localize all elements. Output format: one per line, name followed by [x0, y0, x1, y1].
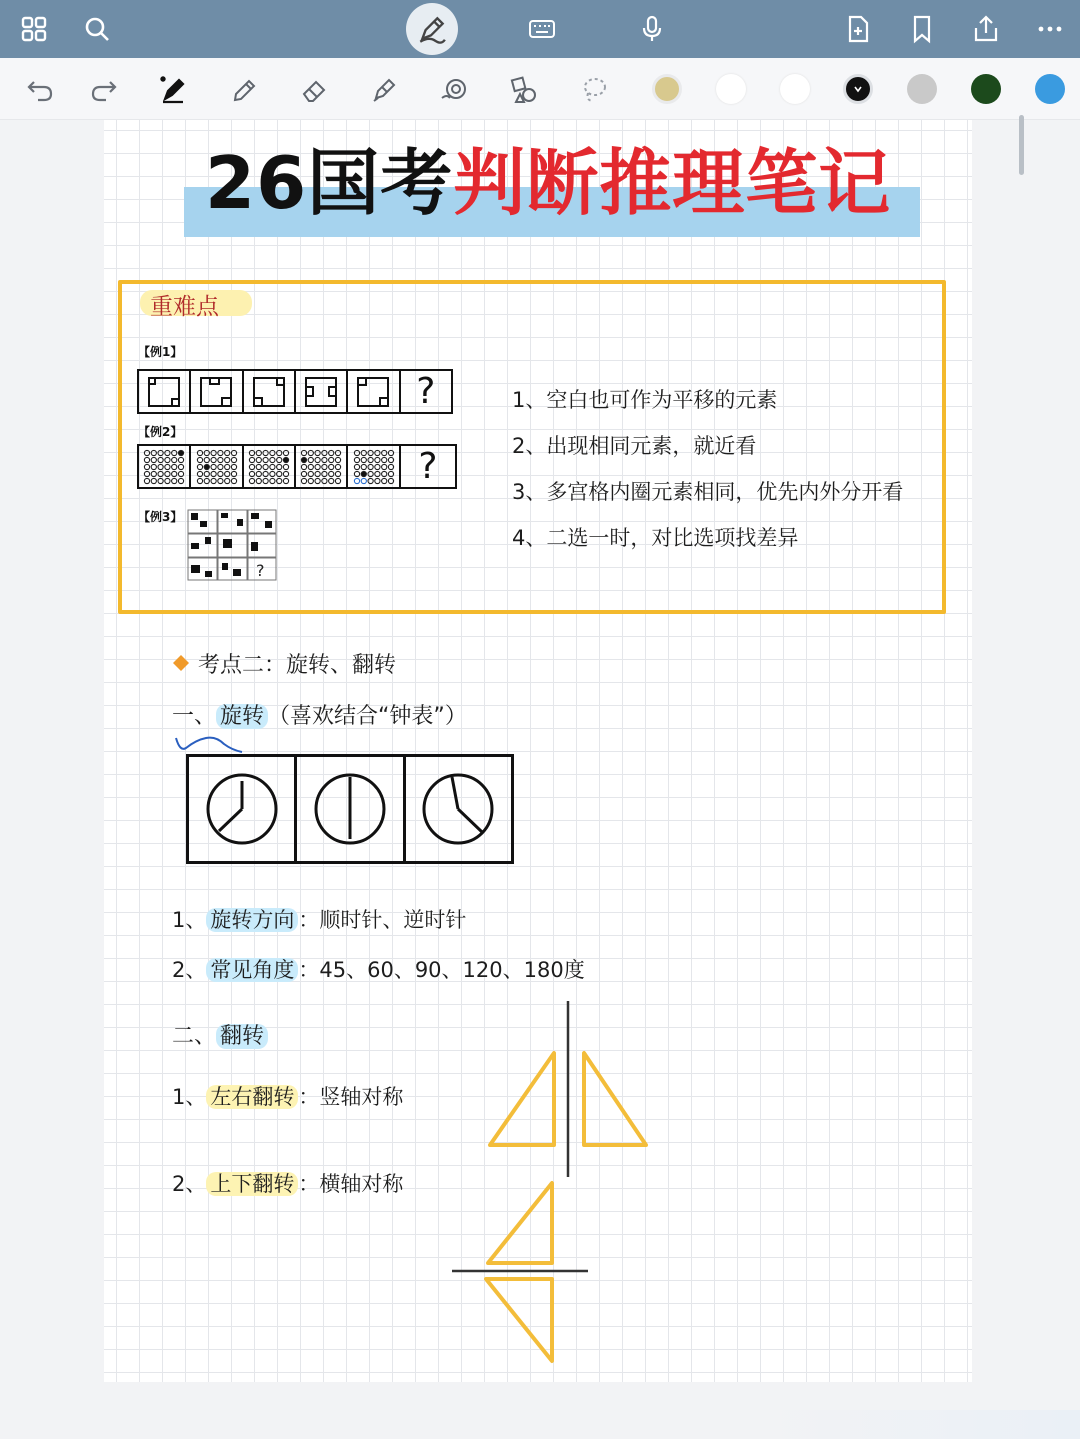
more-icon[interactable]	[1030, 9, 1070, 49]
flip-item-1-label: 左右翻转	[206, 1085, 298, 1109]
color-swatch-black-selected[interactable]	[843, 74, 873, 104]
rotation-prefix: 一、	[172, 704, 217, 729]
pen-mode-icon[interactable]	[406, 3, 458, 55]
key-point-1: 1、空白也可作为平移的元素	[512, 388, 778, 412]
flip-item-1-value: ：竖轴对称	[298, 1085, 404, 1109]
color-swatch-blue[interactable]	[1035, 74, 1065, 104]
flip-triangles-figure	[440, 995, 670, 1375]
keyboard-icon[interactable]	[522, 9, 562, 49]
chevron-down-icon	[853, 84, 863, 94]
example-1-figure	[137, 369, 453, 414]
grid-icon[interactable]	[14, 9, 54, 49]
search-icon[interactable]	[77, 9, 117, 49]
example-3-figure	[187, 509, 277, 581]
key-point-4: 4、二选一时，对比选项找差异	[512, 526, 799, 550]
svg-text:?: ?	[256, 561, 265, 580]
lasso-icon[interactable]	[574, 70, 614, 110]
example-3-label: 【例3】	[138, 510, 183, 524]
shape-icon[interactable]	[434, 70, 474, 110]
flip-item-2	[172, 1168, 403, 1198]
page-title	[205, 141, 892, 225]
question-mark: ?	[416, 371, 436, 412]
page-shadow	[760, 1410, 1080, 1439]
flip-item-1	[172, 1081, 403, 1111]
example-2-label: 【例2】	[138, 425, 183, 439]
rotation-item-2-label: 常见角度	[206, 958, 298, 982]
flip-item-2-prefix: 2、	[172, 1172, 207, 1196]
highlighter-icon[interactable]	[364, 70, 404, 110]
add-page-icon[interactable]	[838, 9, 878, 49]
color-swatch-green[interactable]	[971, 74, 1001, 104]
topic-heading: 考点二：旋转、翻转	[198, 653, 397, 678]
rotation-heading	[172, 699, 467, 730]
pencil-icon[interactable]	[224, 70, 264, 110]
flip-heading	[172, 1019, 268, 1050]
rotation-label: 旋转	[216, 704, 268, 729]
bookmark-icon[interactable]	[902, 9, 942, 49]
flip-label: 翻转	[216, 1024, 268, 1049]
elements-icon[interactable]	[504, 70, 544, 110]
eraser-icon[interactable]	[294, 70, 334, 110]
clock-icon	[418, 769, 498, 849]
blue-scribble	[172, 734, 252, 756]
title-part-1: 26国考	[205, 141, 454, 225]
share-icon[interactable]	[966, 9, 1006, 49]
rotation-item-1-prefix: 1、	[172, 908, 207, 932]
rotation-item-1	[172, 904, 466, 934]
diamond-bullet-icon	[173, 655, 189, 671]
rotation-item-2-value: ：45、60、90、120、180度	[298, 958, 585, 982]
example-1-label: 【例1】	[138, 345, 183, 359]
rotation-item-1-label: 旋转方向	[206, 908, 298, 932]
microphone-icon[interactable]	[632, 9, 672, 49]
example-2-figure	[137, 444, 457, 489]
question-mark: ?	[418, 446, 438, 487]
flip-item-2-label: 上下翻转	[206, 1172, 298, 1196]
flip-item-1-prefix: 1、	[172, 1085, 207, 1109]
clock-icon	[202, 769, 282, 849]
rotation-item-2-prefix: 2、	[172, 958, 207, 982]
key-point-2: 2、出现相同元素，就近看	[512, 434, 757, 458]
rotation-item-1-value: ：顺时针、逆时针	[298, 908, 467, 932]
rotation-item-2	[172, 954, 585, 984]
color-swatch-gray[interactable]	[907, 74, 937, 104]
undo-icon[interactable]	[20, 70, 60, 110]
key-point-3: 3、多宫格内圈元素相同，优先内外分开看	[512, 480, 904, 504]
clock-figure	[186, 754, 514, 864]
fountain-pen-icon[interactable]	[153, 70, 193, 110]
color-swatch-tan[interactable]	[652, 74, 682, 104]
key-label: 重难点	[150, 294, 219, 320]
redo-icon[interactable]	[84, 70, 124, 110]
title-part-2: 判断推理笔记	[453, 141, 892, 225]
flip-prefix: 二、	[172, 1024, 217, 1049]
color-swatch-white-2[interactable]	[780, 74, 810, 104]
flip-item-2-value: ：横轴对称	[298, 1172, 404, 1196]
scrollbar[interactable]	[1019, 115, 1024, 175]
top-toolbar	[0, 0, 1080, 58]
clock-icon	[310, 769, 390, 849]
color-swatch-white[interactable]	[716, 74, 746, 104]
rotation-note: （喜欢结合“钟表”）	[268, 704, 467, 729]
